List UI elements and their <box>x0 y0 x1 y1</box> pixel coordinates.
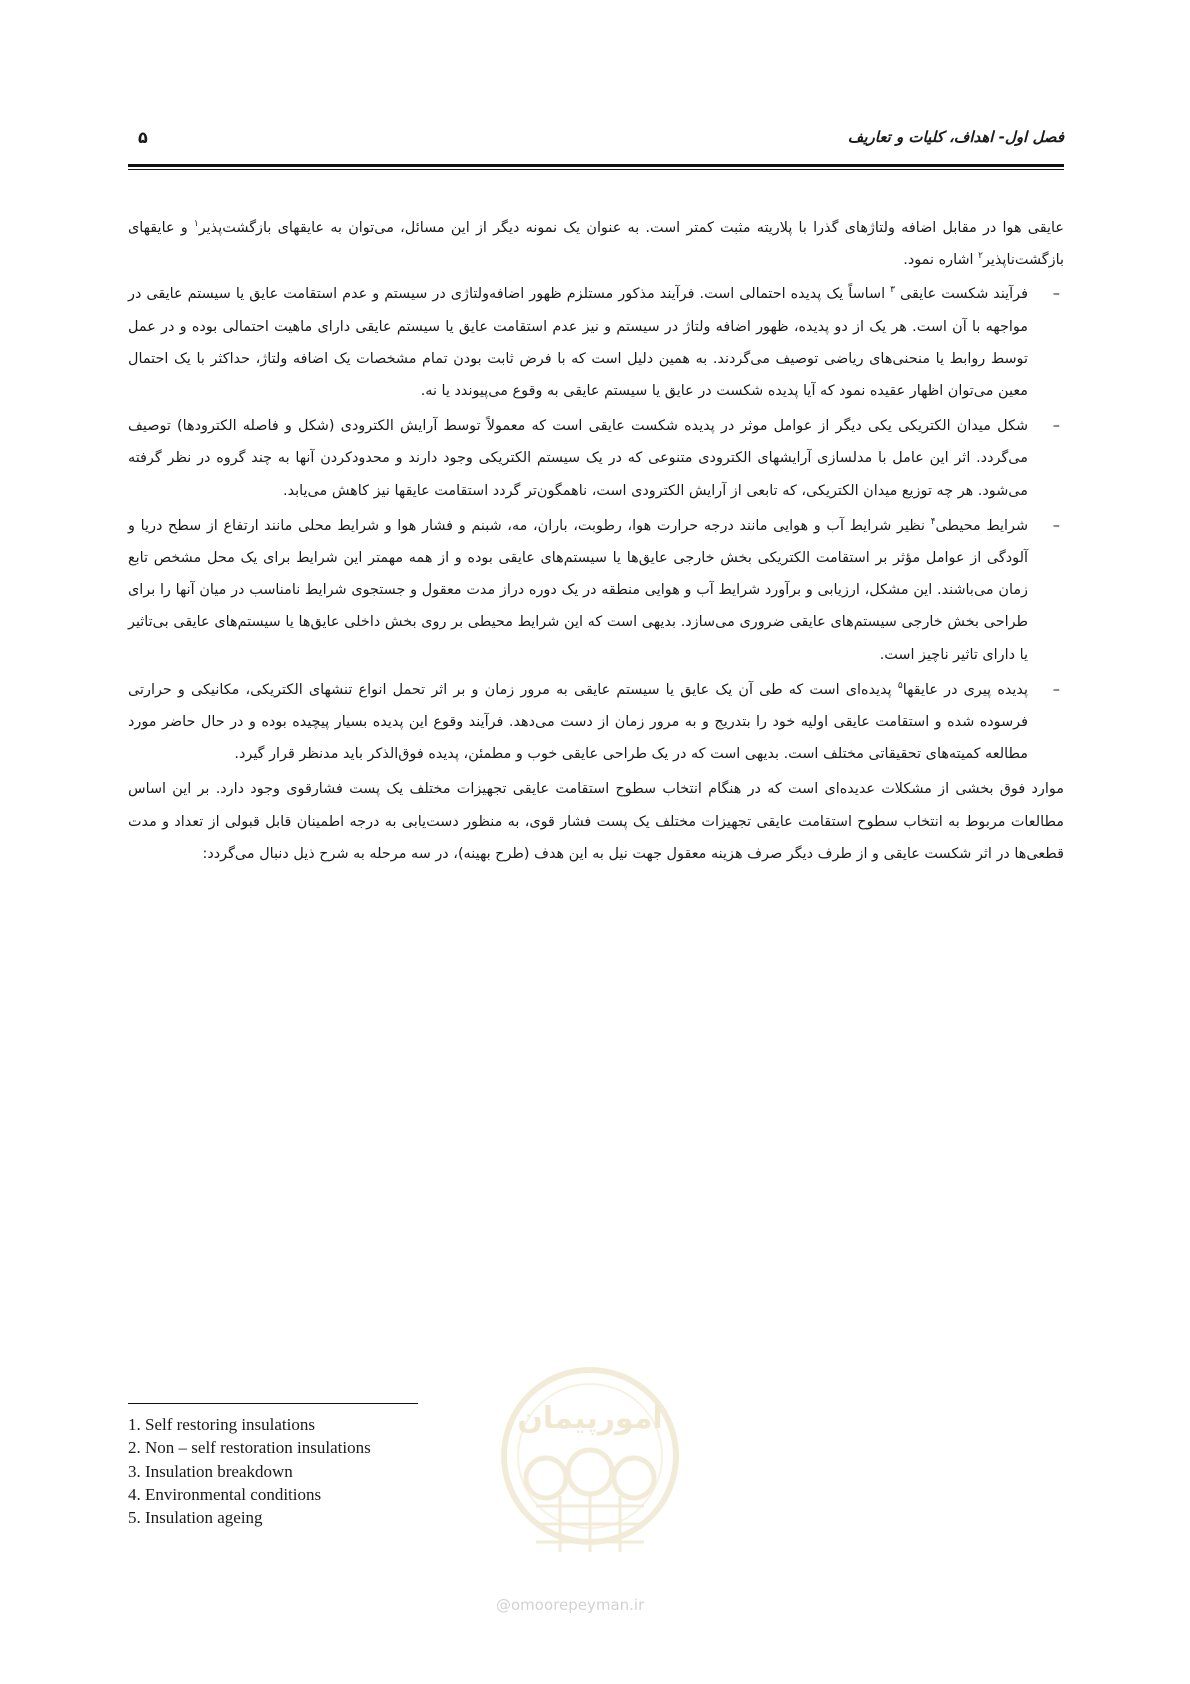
bullet-list <box>128 278 1064 770</box>
header-rule-thick <box>128 164 1064 167</box>
footnote-ref-2[interactable]: ۲ <box>978 251 983 262</box>
footnote-ref-5[interactable]: ۵ <box>897 681 903 692</box>
bullet-electric-field <box>128 410 1064 507</box>
bullet-text-after: نظیر شرایط آب و هوایی مانند درجه حرارت هوا، رطوبت، باران، مه، شبنم و فشار هوا و شرایط محلی مانند ارتفاع از سطح دریا و آلودگی از عوامل مؤثر بر استقامت الکتریکی بخش خارجی عایق‌ها یا سیستم‌های عایقی بوده و از همه مهمتر این شرایط برای یک محل مشخص تابع زمان می‌باشند. این مشکل، ارزیابی و برآورد شرایط آب و هوایی منطقه در یک دوره دراز مدت معقول و جستجوی شرایط نامناسب در میان آنها را برای طراحی بخش خارجی سیستم‌های عایقی ضروری می‌سازد. بدیهی است که این شرایط محیطی بر روی بخش داخلی عایق‌ها یا سیستم‌های عایقی بی‌تاثیر یا دارای تاثیر ناچیز است. <box>128 517 1028 663</box>
footnote-list <box>128 1413 371 1529</box>
dash-bullet-icon: – <box>1052 418 1060 435</box>
bullet-ageing <box>128 674 1064 771</box>
watermark-url: @omoorepeyman.ir <box>496 1596 645 1614</box>
bullet-text-after: اساساً یک پدیده احتمالی است. فرآیند مذکور مستلزم ظهور اضافه‌ولتاژی در سیستم و عدم استقامت عایق یا سیستم عایقی در مواجهه با آن است. هر یک از دو پدیده، ظهور اضافه ولتاژ در سیستم و نیز عدم استقامت عایق یا سیستم عایقی دارای ماهیت احتمالی بوده و در عمل توسط روابط یا منحنی‌های ریاضی توصیف می‌گردند. به همین دلیل است که با فرض ثابت بودن تمام مشخصات یک اضافه ولتاژ، حداکثر با یک احتمال معین می‌توان اظهار عقیده نمود که آیا پدیده شکست در عایق یا سیستم عایقی به وقوع می‌پیوندد یا نه. <box>128 286 1028 400</box>
footnote-item: 5. Insulation ageing <box>128 1508 263 1528</box>
footnote-item: 1. Self restoring insulations <box>128 1415 315 1434</box>
page-number: ۵ <box>138 128 148 147</box>
header-rule-thin <box>128 169 1064 170</box>
chapter-title: فصل اول- اهداف، کلیات و تعاریف <box>847 128 1064 146</box>
intro-paragraph <box>128 212 1064 276</box>
closing-paragraph: موارد فوق بخشی از مشکلات عدیده‌ای است که در هنگام انتخاب سطوح استقامت عایقی تجهیزات مختلف یک پست فشارقوی وجود دارد. بر این اساس مطالعات مربوط به انتخاب سطوح استقامت عایقی تجهیزات مختلف یک پست فشار قوی، به منظور دست‌یابی به درجه اطمینان قابل قبولی از تعداد و مدت قطعی‌ها در اثر شکست عایقی و از طرف دیگر صرف هزینه معقول جهت نیل به این هدف (طرح بهینه)، در سه مرحله به شرح ذیل دنبال می‌گردد: <box>128 781 1064 862</box>
footnote-item: 2. Non – self restoration insulations <box>128 1438 371 1458</box>
bullet-text-after: پدیده‌ای است که طی آن یک عایق یا سیستم عایقی به مرور زمان و بر اثر تحمل انواع تنشهای الکتریکی، مکانیکی و حرارتی فرسوده شده و استقامت عایقی اولیه خود را بتدریج و به مرور زمان از دست می‌دهد. فرآیند وقوع این پدیده بسیار پیچیده بوده و در حال حاضر مورد مطالعه کمیته‌های تحقیقاتی مختلف است. بدیهی است که در یک طراحی عایقی خوب و مطمئن، پدیده فوق‌الذکر باید مدنظر قرار گیرد. <box>128 681 1028 763</box>
page-header <box>128 128 1064 158</box>
bullet-text-before: فرآیند شکست عایقی <box>894 286 1028 303</box>
footnote-rule <box>128 1403 418 1404</box>
footnote-item: 4. Environmental conditions <box>128 1484 322 1504</box>
bullet-text-before: پدیده پیری در عایقها <box>902 681 1028 698</box>
footnote-item: 3. Insulation breakdown <box>128 1461 293 1481</box>
footnote-ref-1[interactable]: ۱ <box>193 219 199 230</box>
intro-text-2: و عایقهای بازگشت‌ناپذیر <box>128 220 1064 269</box>
footnote-ref-4[interactable]: ۴ <box>930 517 936 528</box>
bullet-environment <box>128 510 1064 671</box>
dash-bullet-icon: – <box>1052 517 1060 534</box>
watermark-logo-text: امورپیمان <box>517 1401 663 1436</box>
bullet-text-before: شکل میدان الکتریکی یکی دیگر از عوامل موثر در پدیده شکست عایقی است که معمولاً توسط آرایش الکترودی (شکل و فاصله الکترودها) توصیف می‌گردد. اثر این عامل با مدلسازی آرایشهای الکترودی متنوعی که در یک سیستم الکتریکی وجود دارند و محدودکردن آنها به چند گروه در نظر گرفته می‌شود. هر چه توزیع میدان الکتریکی، که تابعی از آرایش الکترودی است، ناهمگون‌تر گردد استقامت عایقها نیز کاهش می‌یابد. <box>128 418 1028 499</box>
bullet-breakdown <box>128 278 1064 407</box>
bullet-text-before: شرایط محیطی <box>935 517 1029 534</box>
footnote-ref-3[interactable]: ۳ <box>890 285 895 296</box>
intro-text-3: اشاره نمود. <box>903 252 979 269</box>
dash-bullet-icon: – <box>1052 681 1060 698</box>
intro-text-1: عایقی هوا در مقابل اضافه ولتاژهای گذرا با پلاریته مثبت کمتر است. به عنوان یک نمونه دیگر از این مسائل، می‌توان به عایقهای بازگشت‌پذیر <box>198 220 1064 236</box>
watermark-logo-icon <box>490 1356 690 1626</box>
dash-bullet-icon: – <box>1052 286 1060 303</box>
body-text <box>128 212 1064 870</box>
